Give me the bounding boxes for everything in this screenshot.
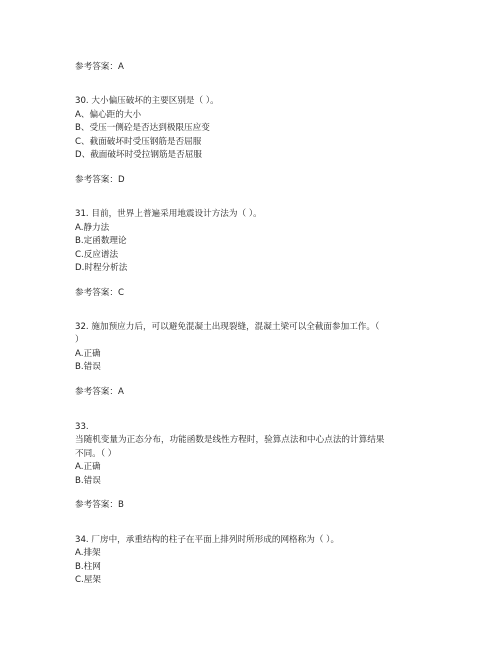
question-32-stem-line-1: 32. 施加预应力后，可以避免混凝土出现裂缝，混凝土梁可以全截面参加工作。（	[75, 322, 380, 332]
question-33-stem-line-3: 不同。（ ）	[75, 449, 117, 459]
question-30-stem: 30. 大小偏压破坏的主要区别是（ ）。	[75, 96, 219, 106]
question-31-option-d: D.时程分析法	[75, 263, 128, 273]
question-34-stem: 34. 厂房中，承重结构的柱子在平面上排列时所形成的网格称为（ ）。	[75, 535, 340, 545]
question-32-option-b: B.错误	[75, 362, 101, 372]
question-31-option-b: B.定函数理论	[75, 236, 127, 246]
question-33-option-a: A.正确	[75, 462, 101, 472]
question-32-stem-line-2: ）	[75, 335, 84, 345]
question-32-option-a: A.正确	[75, 349, 101, 359]
question-34-option-b: B.柱网	[75, 562, 101, 572]
question-33-stem-line-2: 当随机变量为正态分布，功能函数是线性方程时，验算点法和中心点法的计算结果	[75, 435, 385, 445]
answer-33: 参考答案：B	[75, 500, 124, 510]
question-33-stem-line-1: 33.	[75, 422, 89, 432]
question-34-option-a: A.排架	[75, 548, 101, 558]
question-33-option-b: B.错误	[75, 476, 101, 486]
question-31-stem: 31. 目前，世界上普遍采用地震设计方法为（ ）。	[75, 209, 262, 219]
answer-31: 参考答案：C	[75, 288, 124, 298]
question-31-option-a: A.静力法	[75, 223, 110, 233]
question-30-option-c: C、截面破坏时受压钢筋是否屈服	[75, 137, 202, 147]
question-30-option-b: B、受压一侧砼是否达到极限压应变	[75, 123, 210, 133]
answer-29: 参考答案：A	[75, 62, 124, 72]
question-34-option-c: C.屋架	[75, 575, 101, 585]
question-30-option-d: D、截面破坏时受拉钢筋是否屈服	[75, 150, 202, 160]
answer-30: 参考答案：D	[75, 175, 125, 185]
question-31-option-c: C.反应谱法	[75, 250, 119, 260]
answer-32: 参考答案：A	[75, 387, 124, 397]
question-30-option-a: A、偏心距的大小	[75, 110, 142, 120]
